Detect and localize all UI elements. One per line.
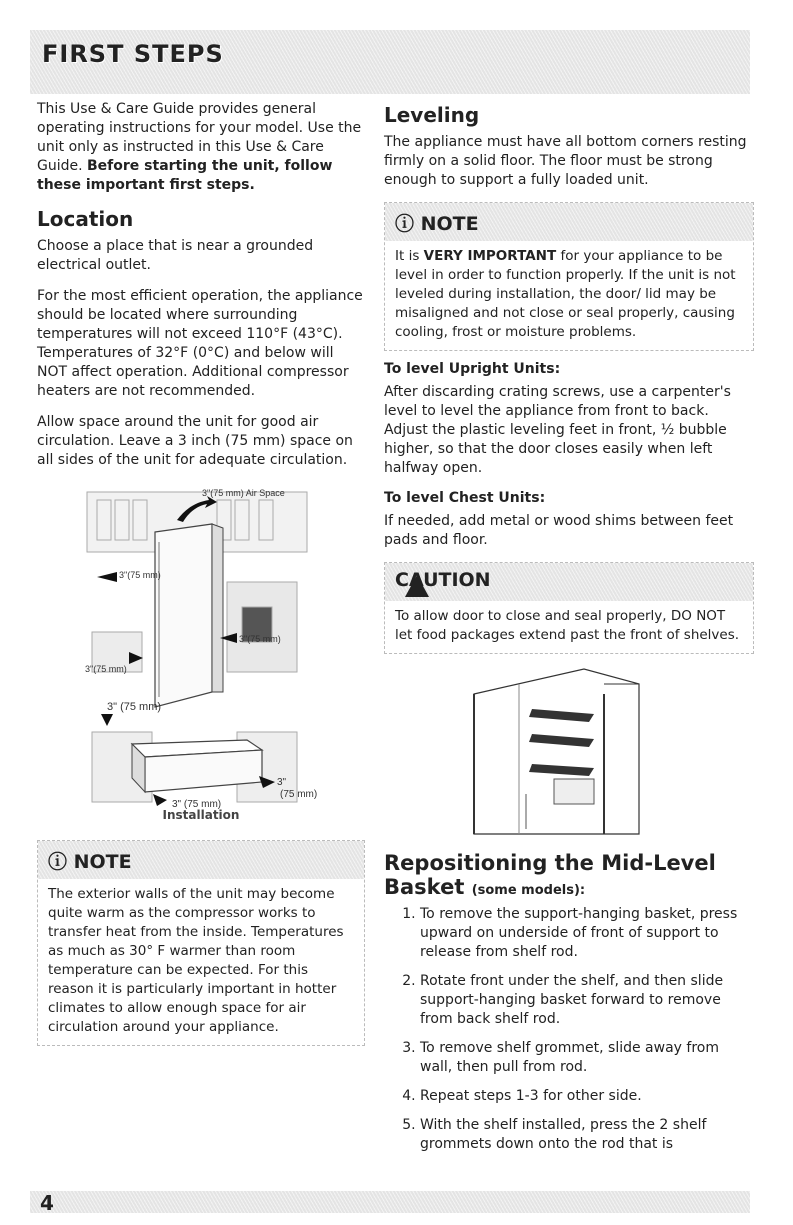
shelf-figure [444, 664, 754, 839]
page-number: 4 [40, 1191, 54, 1215]
leveling-p1: The appliance must have all bottom corners resting firmly on a solid floor. The floor must be strong enough to support a fully loaded unit. [384, 134, 747, 188]
note-right-pre: It is [395, 248, 424, 264]
label-side-right: 3"(75 mm) [239, 634, 281, 644]
label-chest-right-a: 3" [277, 777, 287, 788]
footer-bar [30, 1191, 750, 1213]
note-body-right [385, 241, 753, 350]
note-header-left [38, 841, 364, 879]
reposition-heading-text: Repositioning the Mid-Level Basket [384, 851, 716, 899]
note-right-bold: VERY IMPORTANT [423, 248, 557, 264]
upright-text: After discarding crating screws, use a carpenter's level to level the appliance from front to back. Adjust the plastic leveling feet in front, ½ bubble higher, so that the door closes easily when left halfway open. [384, 384, 731, 476]
shelf-illustration [444, 664, 664, 839]
upright-heading: To level Upright Units: [384, 361, 561, 377]
note-box-right [384, 202, 754, 351]
step-2: 2. Rotate front under the shelf, and then slide support-hanging basket forward to remove from back shelf rod. [420, 972, 754, 1029]
reposition-heading [384, 851, 754, 899]
location-p3: Allow space around the unit for good air circulation. Leave a 3 inch (75 mm) space on all sides of the unit for adequate circulation. [37, 414, 353, 468]
step-3: 3. To remove shelf grommet, slide away from wall, then pull from rod. [420, 1039, 754, 1077]
intro-bold: Before starting the unit, follow these important first steps. [37, 158, 333, 193]
note-header-right [385, 203, 753, 241]
note-title-text-left: NOTE [73, 851, 132, 873]
header-banner [30, 30, 750, 94]
label-left: 3"(75 mm) [119, 570, 161, 580]
caution-title-text: CAUTION [395, 569, 491, 591]
label-side-left: 3"(75 mm) [85, 664, 127, 674]
chest-heading: To level Chest Units: [384, 490, 546, 506]
note-right-post: for your appliance to be level in order to function properly. If the unit is not leveled during installation, the door/ lid may be misaligned and not close or seal properly, causing cooling, frost or moisture problems. [395, 248, 736, 340]
step-1: 1. To remove the support-hanging basket, press upward on underside of front of support to release from shelf rod. [420, 905, 754, 962]
location-heading: Location [37, 207, 134, 231]
note-title-text-right: NOTE [420, 213, 479, 235]
label-bottom: 3" (75 mm) [107, 701, 162, 713]
warning-icon [405, 575, 429, 597]
caution-header [385, 563, 753, 601]
label-chest-right-b: (75 mm) [280, 789, 318, 800]
left-arrow-icon [97, 572, 117, 582]
reposition-subtag: (some models): [471, 883, 586, 898]
right-column [384, 103, 754, 1164]
location-p1: Choose a place that is near a grounded electrical outlet. [37, 238, 314, 273]
leveling-heading: Leveling [384, 103, 480, 127]
caution-body: To allow door to close and seal properly, DO NOT let food packages extend past the front of shelves. [395, 608, 740, 643]
chest-bottom-arrow-icon [153, 794, 167, 806]
chest-freezer-drawing [92, 732, 297, 802]
installation-figure [37, 482, 365, 822]
down-arrow-icon [101, 714, 113, 726]
intro-text: This Use & Care Guide provides general operating instructions for your model. Use the unit only as instructed in this Use & Care Guide. [37, 101, 362, 174]
label-air-space: 3"(75 mm) Air Space [202, 488, 285, 498]
note-body-left: The exterior walls of the unit may become quite warm as the compressor works to transfer heat from the inside. Temperatures as much as 30° F warmer than room temperature can be expected. For this reason it is particularly important in hotter climates to allow enough space for air circulation around your appliance. [48, 886, 344, 1035]
caution-title [395, 569, 491, 591]
upright-freezer-drawing [155, 524, 223, 707]
note-title-right: ⓘ NOTE [395, 213, 479, 235]
intro-paragraph [37, 100, 365, 195]
chest-text: If needed, add metal or wood shims between feet pads and floor. [384, 513, 734, 548]
installation-illustration [37, 482, 365, 812]
step-5: 5. With the shelf installed, press the 2 shelf grommets down onto the rod that is [420, 1116, 754, 1154]
left-column [37, 100, 365, 1056]
caution-box [384, 562, 754, 654]
reposition-steps [384, 905, 754, 1154]
note-box-left [37, 840, 365, 1046]
figure-caption: Installation [162, 808, 240, 822]
step-4: 4. Repeat steps 1-3 for other side. [420, 1087, 754, 1106]
page-title: FIRST STEPS [42, 40, 224, 68]
location-p2: For the most efficient operation, the appliance should be located where surrounding temperatures will not exceed 110°F (43°C). Temperatures of 32°F (0°C) and below will NOT affect operation. Additional compressor heaters are not recommended. [37, 288, 363, 399]
label-chest-bottom: 3" (75 mm) [172, 799, 222, 810]
note-title-left: ⓘ NOTE [48, 851, 132, 873]
